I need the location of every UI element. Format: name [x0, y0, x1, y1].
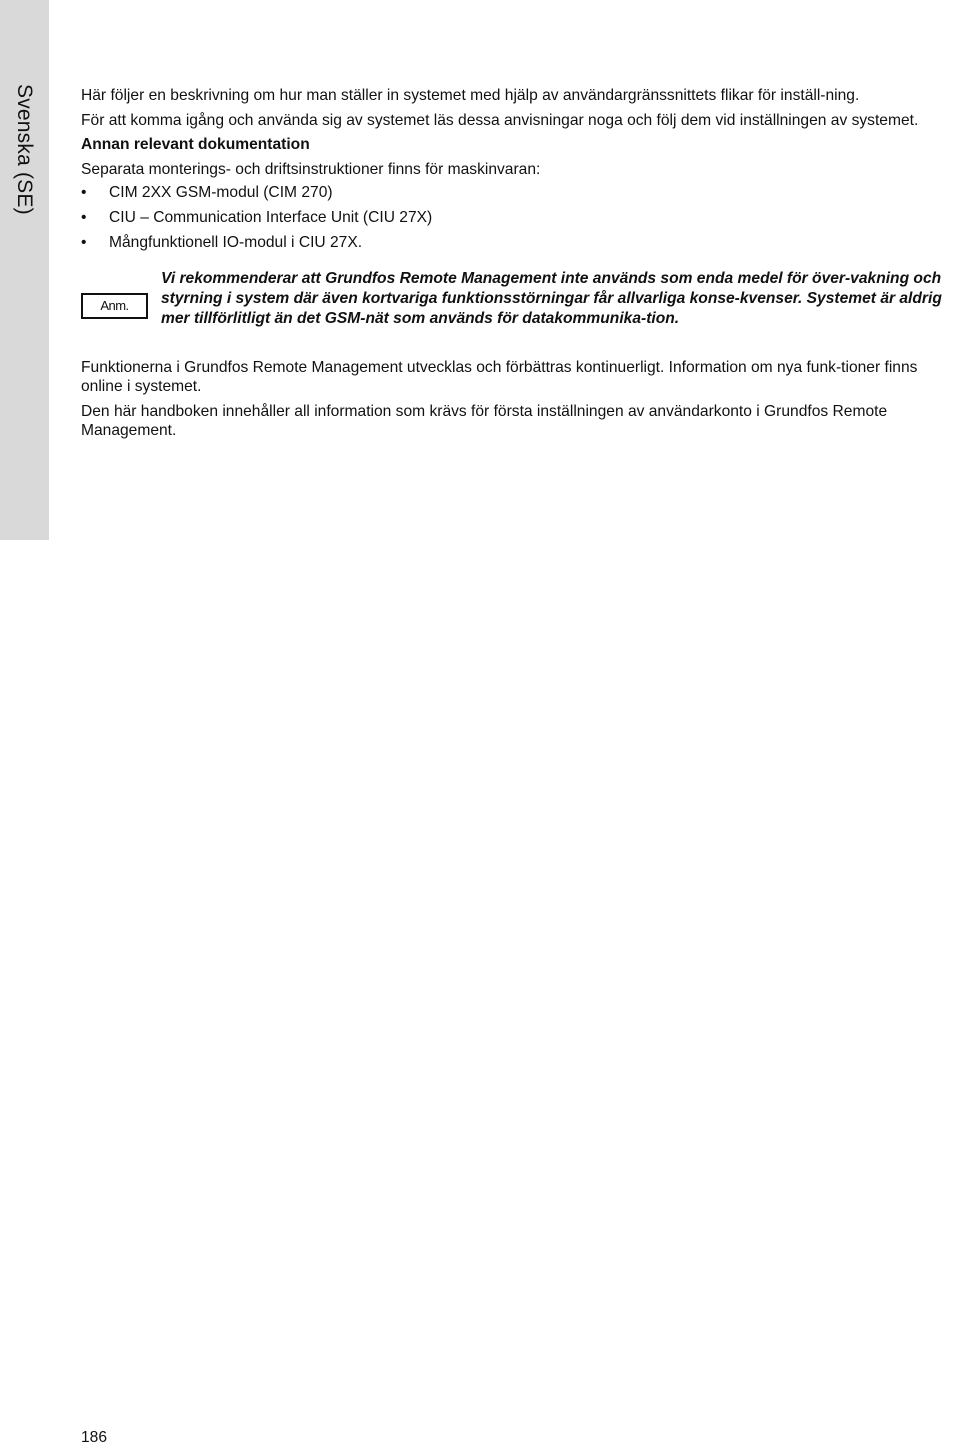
related-docs-list — [81, 183, 951, 253]
note-block — [81, 269, 951, 347]
note-badge: Anm. — [81, 293, 148, 319]
bullet-icon: • — [81, 209, 87, 226]
page-number: 186 — [81, 1429, 108, 1446]
list-item — [81, 183, 951, 203]
body-paragraph-1: Funktionerna i Grundfos Remote Management utvecklas och förbättras kontinuerligt. Information om nya funk-tioner finns online i systemet. — [81, 358, 918, 395]
list-item — [81, 208, 951, 228]
language-side-tab — [0, 0, 49, 540]
related-docs-heading: Annan relevant dokumentation — [81, 136, 310, 153]
list-item-text: CIM 2XX GSM-modul (CIM 270) — [109, 184, 333, 201]
intro-paragraph-1: Här följer en beskrivning om hur man ställer in systemet med hjälp av användargränssnittets flikar för inställ-ning. — [81, 87, 860, 104]
note-text: Vi rekommenderar att Grundfos Remote Management inte används som enda medel för över-vakning och styrning i system där även kortvariga funktionsstörningar får allvarliga konse-kvenser. Systemet är aldrig mer tillförlitligt än det GSM-nät som används för datakommunika-tion. — [161, 269, 942, 327]
language-label: Svenska (SE) — [13, 84, 36, 215]
main-content — [81, 86, 951, 441]
bullet-icon: • — [81, 184, 87, 201]
related-docs-lead: Separata monterings- och driftsinstruktioner finns för maskinvaran: — [81, 160, 541, 178]
bullet-icon: • — [81, 234, 87, 251]
list-item-text: CIU – Communication Interface Unit (CIU 27X) — [109, 209, 433, 226]
intro-paragraph-2: För att komma igång och använda sig av systemet läs dessa anvisningar noga och följ dem vid inställningen av systemet. — [81, 111, 919, 129]
body-paragraph-2: Den här handboken innehåller all information som krävs för första inställningen av användarkonto i Grundfos Remote Management. — [81, 402, 888, 439]
list-item — [81, 233, 951, 253]
list-item-text: Mångfunktionell IO-modul i CIU 27X. — [109, 234, 363, 251]
